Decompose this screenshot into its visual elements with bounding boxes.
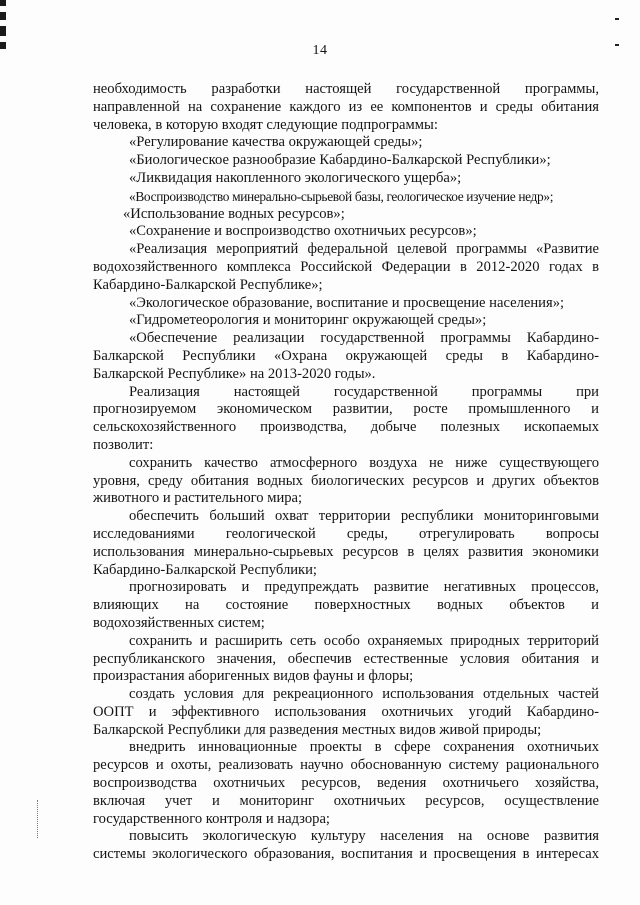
text-line: Балкарской Республики для разведения местных видов живой природы;: [93, 721, 542, 738]
goal-paragraph: [93, 579, 599, 632]
text-line: Балкарской Республике» на 2013-2020 годы».: [93, 365, 376, 382]
subprogram-item: «Ликвидация накопленного экологического ущерба»;: [129, 169, 462, 186]
subprogram-list-continued: [93, 295, 599, 331]
text-line: ресурсов и охоты, реализовать научно обоснованную систему рационального: [93, 757, 599, 774]
goal-paragraph: [93, 686, 599, 739]
text-line: включая учет и мониторинг охотничьих ресурсов, осуществление: [93, 792, 599, 809]
text-line: обеспечить больший охват территории республики мониторинговыми: [129, 508, 599, 525]
text-line: животного и растительного мира;: [93, 490, 303, 507]
text-line: государственного контроля и надзора;: [93, 810, 330, 827]
document-body: [93, 81, 599, 864]
goal-paragraph: [93, 828, 599, 864]
text-line: системы экологического образования, воспитания и просвещения в интересах: [93, 846, 599, 863]
subprogram-item: «Гидрометеорология и мониторинг окружающей среды»;: [129, 312, 487, 329]
goal-paragraph: [93, 455, 599, 508]
text-line: произрастания аборигенных видов фауны и флоры;: [93, 668, 414, 685]
scan-edge-mark: [0, 26, 6, 36]
subprogram-item-fcp: [93, 241, 599, 294]
text-line: Балкарской Республики «Охрана окружающей среды в Кабардино-: [93, 347, 599, 364]
scan-edge-mark: [0, 12, 6, 20]
scan-corner-mark: [615, 18, 619, 20]
goal-paragraph: [93, 508, 599, 579]
subprogram-item: «Сохранение и воспроизводство охотничьих ресурсов»;: [129, 223, 477, 240]
text-line: водохозяйственного комплекса Российской Федерации в 2012-2020 годах в: [93, 258, 599, 275]
text-line: необходимость разработки настоящей государственной программы,: [93, 81, 599, 97]
text-line: ООПТ и эффективного использования охотничьих угодий Кабардино-: [93, 703, 599, 720]
subprogram-item: «Использование водных ресурсов»;: [123, 205, 345, 222]
subprogram-list: [93, 134, 599, 241]
text-line: республиканского значения, обеспечив естественные условия обитания и: [93, 650, 599, 667]
text-line: создать условия для рекреационного использования отдельных частей: [129, 686, 599, 703]
subprogram-item: «Воспроизводство минерально-сырьевой базы, геологическое изучение недр»;: [129, 188, 554, 204]
subprogram-item: «Биологическое разнообразие Кабардино-Балкарской Республики»;: [129, 152, 551, 169]
page-number: 14: [312, 43, 328, 58]
text-line: использования минерально-сырьевых ресурсов в целях развития экономики: [93, 543, 599, 560]
text-line: сохранить и расширить сеть особо охраняемых природных территорий: [129, 632, 599, 649]
text-line: уровня, среду обитания водных биологических ресурсов и других объектов: [93, 472, 599, 489]
text-line: Кабардино-Балкарской Республики;: [93, 561, 317, 578]
intro-paragraph: [93, 81, 599, 134]
text-line: направленной на сохранение каждого из ее компонентов и среды обитания: [93, 98, 599, 115]
scan-edge-mark: [0, 0, 6, 6]
text-line: водохозяйственных систем;: [93, 614, 265, 631]
text-line: сохранить качество атмосферного воздуха не ниже существующего: [129, 454, 599, 471]
subprogram-item-support: [93, 330, 599, 383]
text-line: Кабардино-Балкарской Республике»;: [93, 276, 323, 293]
text-line: внедрить инновационные проекты в сфере сохранения охотничьих: [129, 739, 599, 756]
text-line: «Реализация мероприятий федеральной целевой программы «Развитие: [129, 241, 599, 258]
text-line: позволит:: [93, 436, 154, 453]
subprogram-item: «Регулирование качества окружающей среды»;: [129, 134, 423, 151]
text-line: «Обеспечение реализации государственной программы Кабардино-: [129, 330, 599, 347]
text-line: сельскохозяйственного производства, добыче полезных ископаемых: [93, 419, 599, 436]
text-line: прогнозируемом экономическом развитии, росте промышленного и: [93, 401, 599, 418]
text-line: повысить экологическую культуру населения на основе развития: [129, 828, 599, 845]
text-line: исследованиями геологической среды, отрегулировать вопросы: [93, 525, 599, 542]
text-line: влияющих на состояние поверхностных водных объектов и: [93, 597, 599, 614]
subprogram-item: «Экологическое образование, воспитание и просвещение населения»;: [129, 294, 565, 311]
text-line: воспроизводства охотничьих ресурсов, ведения охотничьего хозяйства,: [93, 775, 599, 792]
text-line: Реализация настоящей государственной программы при: [129, 383, 599, 400]
implementation-paragraph: [93, 384, 599, 455]
text-line: человека, в которую входят следующие подпрограммы:: [93, 116, 438, 133]
text-line: прогнозировать и предупреждать развитие негативных процессов,: [129, 579, 599, 596]
goal-paragraph: [93, 633, 599, 686]
scan-artifact: [37, 800, 39, 838]
goal-paragraph: [93, 739, 599, 828]
